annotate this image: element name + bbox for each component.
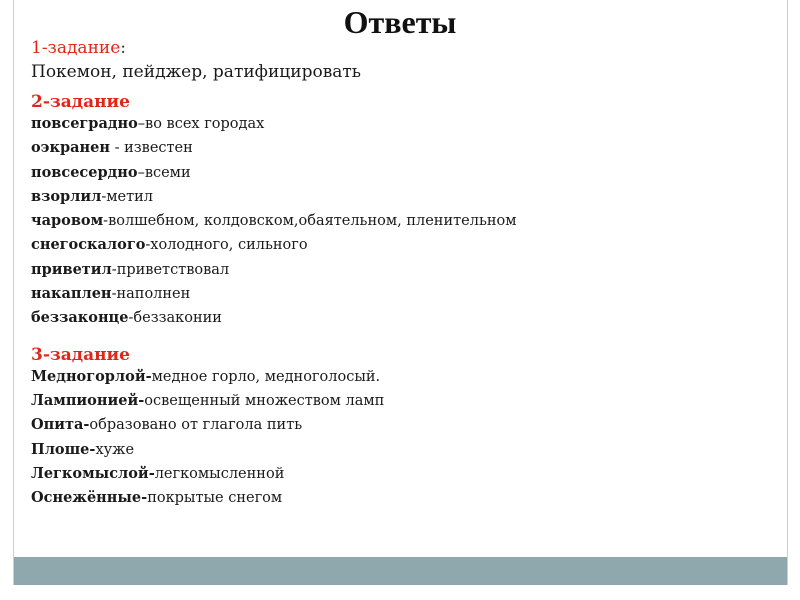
separator: - [109, 140, 125, 157]
separator: - [128, 310, 134, 327]
task3-list [31, 365, 771, 511]
separator: - [89, 440, 96, 458]
list-item [31, 389, 771, 413]
slide-title: Ответы [343, 4, 457, 40]
separator: - [111, 286, 117, 303]
separator: - [145, 367, 152, 385]
list-item [31, 258, 771, 282]
definition: покрытые снегом [147, 490, 283, 507]
task1-heading [31, 38, 771, 58]
definition: легкомысленной [154, 465, 285, 482]
term: оэкранен [31, 139, 110, 157]
separator: - [111, 261, 117, 278]
list-item [31, 486, 771, 510]
slide-content [31, 38, 771, 510]
list-item [31, 209, 771, 233]
slide-footer-bar [14, 557, 787, 585]
task1-heading-colon: : [120, 38, 127, 58]
definition: во всех городах [145, 116, 265, 132]
definition: волшебном, колдовском,обаятельном, пленительном [108, 213, 517, 230]
term: взорлил [31, 187, 102, 205]
list-item [31, 185, 771, 209]
list-item [31, 161, 771, 185]
task3-heading: 3-задание [31, 344, 130, 365]
term: Оснежённые [31, 489, 142, 507]
list-item [31, 306, 771, 330]
term: повсеградно [31, 115, 138, 132]
definition: всеми [144, 164, 191, 181]
definition: наполнен [116, 286, 191, 303]
term: Лампионией [31, 391, 139, 409]
separator: - [141, 489, 148, 507]
separator: - [83, 416, 90, 434]
definition: медное горло, медноголосый. [151, 368, 381, 385]
definition: освещенный множеством ламп [144, 392, 385, 409]
list-item [31, 462, 771, 486]
term: чаровом [31, 212, 104, 230]
term: снегоскалого [31, 236, 146, 254]
term: Легкомыслой [31, 464, 149, 482]
definition: приветствовал [116, 261, 230, 278]
task1-answer: Покемон, пейджер, ратифицировать [31, 62, 362, 82]
term: беззаконце [31, 309, 129, 327]
separator: - [148, 464, 155, 482]
list-item [31, 233, 771, 257]
term: накаплен [31, 285, 112, 303]
task1-heading-text: 1-задание [31, 38, 121, 58]
separator: - [101, 188, 107, 205]
task2-heading: 2-задание [31, 92, 130, 112]
term: приветил [31, 260, 112, 278]
list-item [31, 438, 771, 462]
separator: - [138, 391, 145, 409]
definition: известен [124, 140, 193, 157]
list-item [31, 413, 771, 437]
definition: холодного, сильного [150, 237, 308, 254]
list-item [31, 365, 771, 389]
definition: метил [106, 188, 154, 205]
definition: беззаконии [133, 310, 222, 327]
term: Медногорлой [31, 367, 146, 385]
term: Плоше [31, 440, 90, 458]
task2-list [31, 112, 771, 331]
term: Опита [31, 416, 84, 434]
term: повсесердно [31, 163, 138, 181]
list-item [31, 282, 771, 306]
list-item [31, 112, 771, 136]
definition: хуже [95, 441, 135, 458]
separator: - [145, 237, 151, 254]
definition: образовано от глагола пить [89, 417, 303, 434]
list-item [31, 136, 771, 160]
separator: – [137, 164, 145, 181]
separator: - [103, 213, 109, 230]
separator: – [137, 116, 146, 132]
